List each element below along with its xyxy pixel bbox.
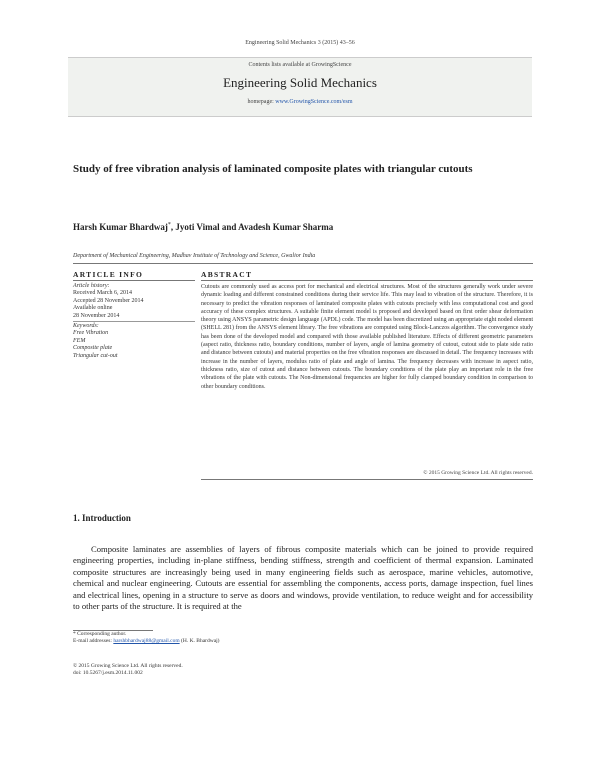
article-info-header: ARTICLE INFO: [73, 270, 195, 281]
author-names-rest: , Jyoti Vimal and Avadesh Kumar Sharma: [170, 222, 334, 232]
email-link[interactable]: harshbhardwaj88@gmail.com: [113, 638, 180, 644]
abstract-header: ABSTRACT: [201, 270, 533, 281]
author-list: [73, 222, 533, 232]
paper-title: Study of free vibration analysis of laminated composite plates with triangular cutouts: [73, 163, 473, 175]
affiliation: Department of Mechanical Engineering, Madhav Institute of Technology and Science, Gwalior India: [73, 253, 533, 264]
doi: doi: 10.5267/j.esm.2014.11.002: [73, 670, 143, 676]
page-footer: [73, 663, 533, 677]
keyword: Composite plate: [73, 345, 113, 352]
email-owner: (H. K. Bhardwaj): [179, 638, 220, 644]
author-name: Harsh Kumar Bhardwaj: [73, 222, 168, 232]
accepted-date: Accepted 28 November 2014: [73, 297, 144, 304]
footer-copyright: © 2015 Growing Science Ltd. All rights reserved.: [73, 663, 183, 669]
homepage-label: homepage:: [247, 99, 276, 105]
email-line: [73, 638, 533, 645]
received-date: Received March 6, 2014: [73, 290, 132, 297]
corresponding-mark: *: [167, 222, 171, 228]
history-label: Article history:: [73, 283, 110, 289]
article-info: [73, 283, 195, 360]
availability-note: Contents lists available at GrowingScience: [248, 62, 352, 68]
keyword: FEM: [73, 337, 86, 344]
email-label: E-mail addresses:: [73, 638, 114, 644]
introduction-paragraph: Composite laminates are assemblies of layers of fibrous composite materials which can be joined to provide required engineering properties, including in-plane stiffness, bending stiffness, strength and coefficient of thermal expansion. Laminated composite structures are increasingly being used in many engineering fields such as aerospace, marine vehicles, automotive, chemical and nuclear engineering. Cutouts are essential for assembling the components, access ports, damage inspection, fuel lines and electrical lines, opening in a structure to serve as doors and windows, provide ventilation, to reduce weight and for accessibility to other parts of the structure. It is required at the: [73, 544, 533, 612]
journal-homepage: [68, 99, 532, 105]
section-heading: 1. Introduction: [73, 513, 131, 523]
footnote: [73, 631, 533, 645]
homepage-link[interactable]: www.GrowingScience.com/esm: [275, 99, 353, 105]
abstract-copyright: © 2015 Growing Science Ltd. All rights reserved.: [201, 470, 533, 480]
journal-name: Engineering Solid Mechanics: [223, 75, 377, 90]
running-head: Engineering Solid Mechanics 3 (2015) 43–56: [245, 40, 355, 46]
abstract-text: Cutouts are commonly used as access port for mechanical and electrical structures. Most of the structures generally work under severe dynamic loading and different constrained conditions during their service life. This may lead to vibration of the structure. Therefore, it is necessary to predict the vibration responses of laminated composite plates with cutouts precisely with less computational cost and good accuracy of these complex structures. A suitable finite element model is proposed and developed based on first order shear deformation theory using ANSYS parametric design language (APDL) code. The model has been discretized using an appropriate eight noded element (SHELL 281) from the ANSYS element library. The free vibrations are computed using Block-Lanczos algorithm. The convergence study has been done of the developed model and compared with those available published literature. Effects of different geometric parameters (aspect ratio, thickness ratio, boundary conditions, number of layers, angle of lamina geometry of cutout, cutout side to plate side ratio and distance between cutouts) and material properties on the free vibration responses are discussed in detail. The frequency increases with increase in the number of layers, modulus ratio of plate and angle of lamina. The frequency decreases with increase in aspect ratio, thickness ratio, size of cutout and distance between cutouts. The boundary conditions of the plate play an important role in the free vibrations of the plate with cutouts. The Non-dimensional frequencies are higher for fully clamped boundary condition in comparison to other boundary conditions.: [201, 284, 533, 390]
keywords-label: Keywords:: [73, 321, 195, 330]
keyword: Triangular cut-out: [73, 352, 118, 359]
available-online: Available online: [73, 305, 113, 312]
corresponding-author-note: * Corresponding author.: [73, 631, 127, 637]
journal-banner: [68, 57, 532, 117]
available-date: 28 November 2014: [73, 312, 120, 319]
keyword: Free Vibration: [73, 330, 109, 337]
